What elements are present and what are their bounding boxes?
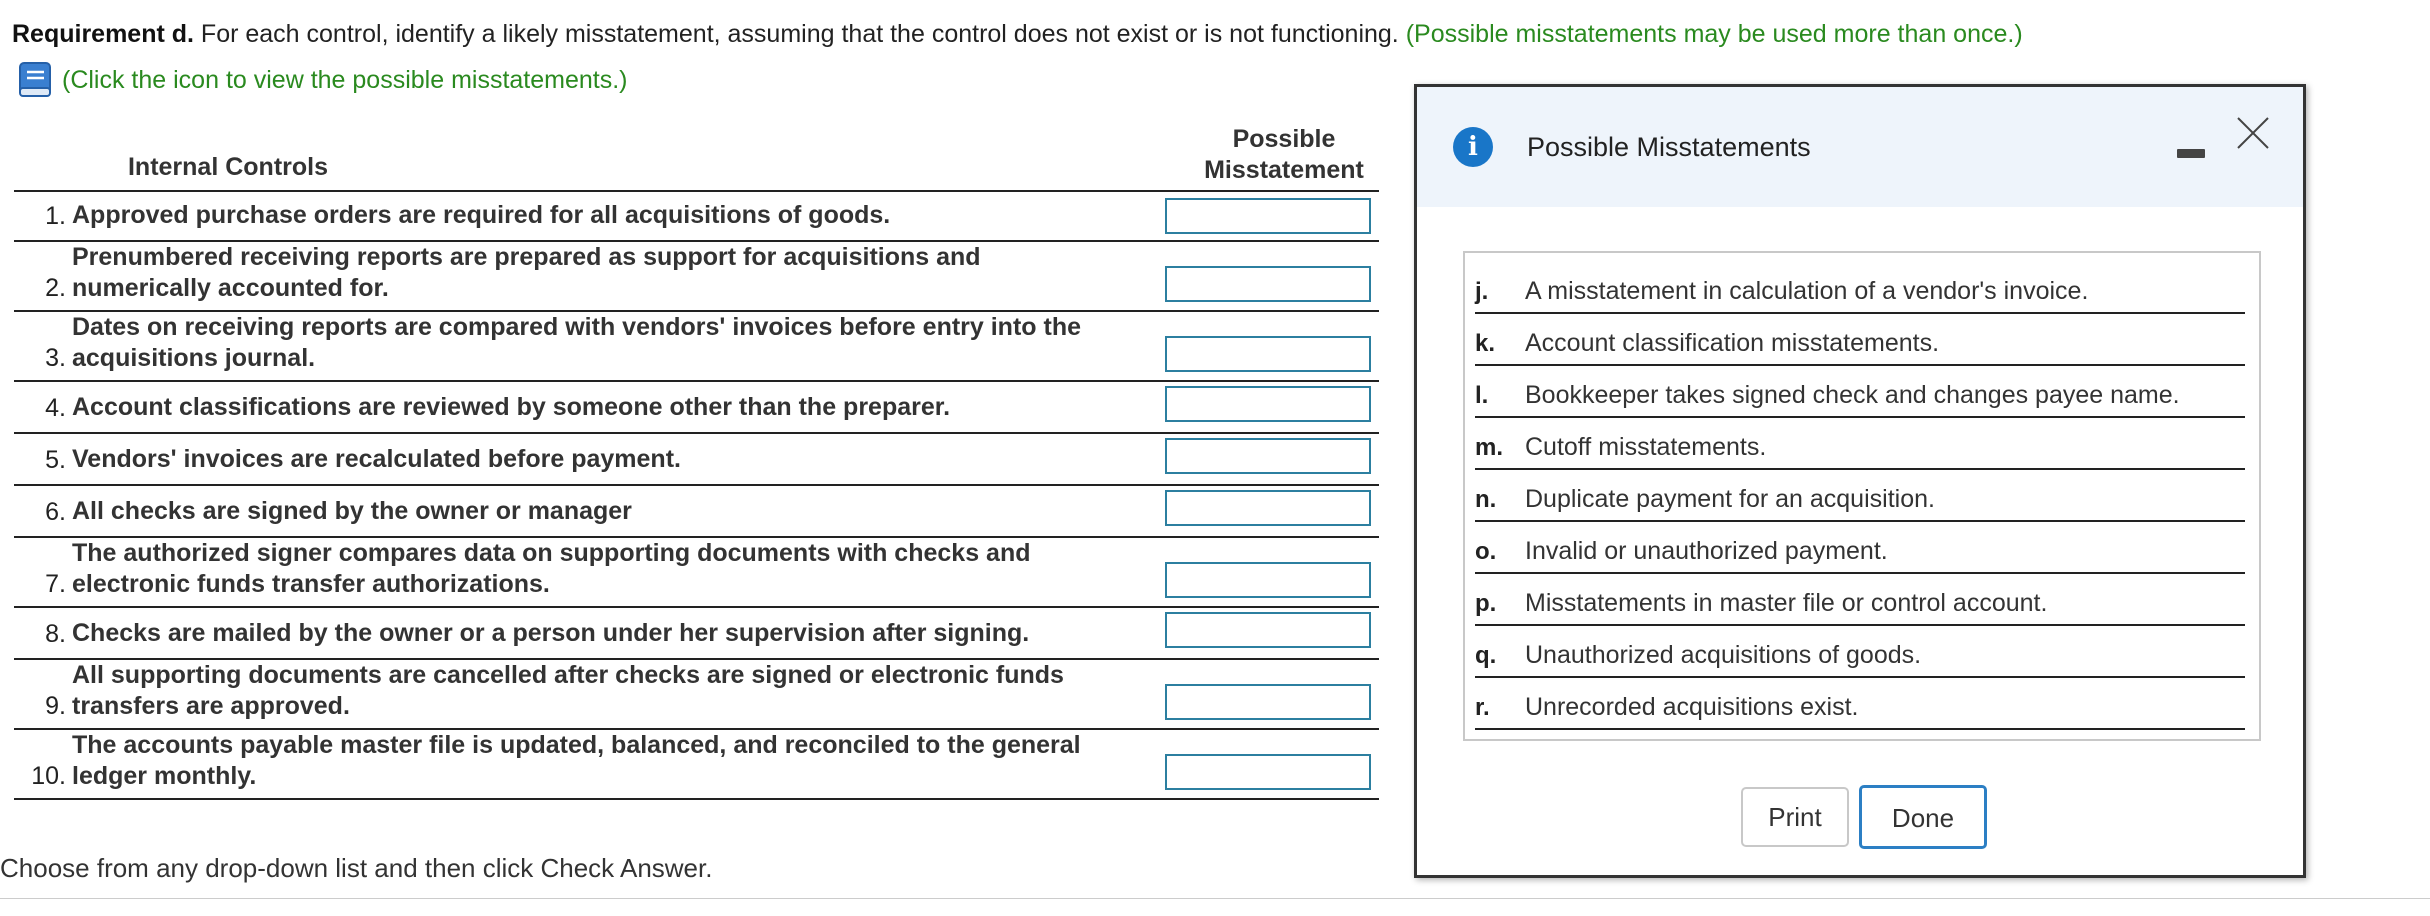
misstatement-select-8[interactable] xyxy=(1165,612,1371,648)
misstatement-select-2[interactable] xyxy=(1165,266,1371,302)
row-number: 5. xyxy=(45,446,66,474)
row-text: Dates on receiving reports are compared with vendors' invoices before entry into the acquisitions journal. xyxy=(72,313,1081,372)
item-text: Unrecorded acquisitions exist. xyxy=(1525,693,1859,721)
misstatement-select-1[interactable] xyxy=(1165,198,1371,234)
row-text: All supporting documents are cancelled after checks are signed or electronic funds transfers are approved. xyxy=(72,661,1064,720)
close-icon[interactable] xyxy=(2235,115,2271,151)
row-number: 9. xyxy=(45,692,66,720)
header-possible-misstatement: Possible Misstatement xyxy=(1204,125,1364,184)
row-text: Checks are mailed by the owner or a person under her supervision after signing. xyxy=(72,619,1030,647)
table-row xyxy=(14,484,1379,538)
dialog-title: Possible Misstatements xyxy=(1527,132,1811,162)
row-number: 7. xyxy=(45,570,66,598)
icon-hint-line xyxy=(14,60,628,100)
item-text: Cutoff misstatements. xyxy=(1525,433,1767,461)
list-item xyxy=(1475,469,2245,522)
dialog-header xyxy=(1417,87,2303,207)
row-text: The authorized signer compares data on supporting documents with checks and electronic funds transfer authorizations. xyxy=(72,539,1031,598)
row-text: The accounts payable master file is updated, balanced, and reconciled to the general ledger monthly. xyxy=(72,731,1081,790)
table-row xyxy=(14,192,1379,242)
table-row xyxy=(14,536,1379,608)
row-number: 1. xyxy=(45,202,66,230)
misstatement-list xyxy=(1463,251,2261,741)
info-icon: i xyxy=(1453,127,1493,167)
item-text: Bookkeeper takes signed check and changes payee name. xyxy=(1525,381,2180,409)
item-text: Duplicate payment for an acquisition. xyxy=(1525,485,1935,513)
list-item xyxy=(1475,313,2245,366)
item-text: Invalid or unauthorized payment. xyxy=(1525,537,1888,565)
row-number: 8. xyxy=(45,620,66,648)
misstatement-select-6[interactable] xyxy=(1165,490,1371,526)
requirement-line xyxy=(12,20,2023,49)
table-row xyxy=(14,658,1379,730)
row-number: 6. xyxy=(45,498,66,526)
list-item xyxy=(1475,573,2245,626)
item-letter: n. xyxy=(1475,486,1497,513)
item-text: Account classification misstatements. xyxy=(1525,329,1940,357)
requirement-note: (Possible misstatements may be used more than once.) xyxy=(1405,20,2023,48)
misstatement-select-3[interactable] xyxy=(1165,336,1371,372)
item-letter: j. xyxy=(1475,278,1489,305)
item-letter: q. xyxy=(1475,642,1497,669)
misstatement-select-10[interactable] xyxy=(1165,754,1371,790)
table-row xyxy=(14,606,1379,660)
table-row xyxy=(14,310,1379,382)
requirement-label: Requirement d. xyxy=(12,20,194,48)
requirement-text: For each control, identify a likely misstatement, assuming that the control does not exist or is not functioning. xyxy=(193,20,1406,48)
possible-misstatements-dialog xyxy=(1414,84,2306,878)
misstatement-select-9[interactable] xyxy=(1165,684,1371,720)
row-text: Vendors' invoices are recalculated before payment. xyxy=(72,445,681,473)
minimize-icon[interactable] xyxy=(2177,139,2205,165)
item-letter: m. xyxy=(1475,434,1504,461)
item-letter: k. xyxy=(1475,330,1496,357)
misstatement-select-4[interactable] xyxy=(1165,386,1371,422)
misstatement-select-7[interactable] xyxy=(1165,562,1371,598)
item-letter: p. xyxy=(1475,590,1497,617)
item-text: Misstatements in master file or control account. xyxy=(1525,589,2048,617)
item-text: A misstatement in calculation of a vendor's invoice. xyxy=(1525,277,2089,305)
row-text: All checks are signed by the owner or manager xyxy=(72,497,632,525)
row-text: Prenumbered receiving reports are prepared as support for acquisitions and numerically accounted for. xyxy=(72,243,981,302)
row-text: Account classifications are reviewed by someone other than the preparer. xyxy=(72,393,951,421)
book-icon[interactable] xyxy=(14,60,56,100)
item-text: Unauthorized acquisitions of goods. xyxy=(1525,641,1922,669)
table-row xyxy=(14,380,1379,434)
list-item xyxy=(1475,677,2245,730)
table-row xyxy=(14,240,1379,312)
row-number: 10. xyxy=(31,762,66,790)
row-number: 2. xyxy=(45,274,66,302)
misstatement-select-5[interactable] xyxy=(1165,438,1371,474)
row-number: 4. xyxy=(45,394,66,422)
icon-hint-text: (Click the icon to view the possible misstatements.) xyxy=(62,65,628,94)
list-item xyxy=(1475,365,2245,418)
table-row xyxy=(14,728,1379,800)
footer-instruction: Choose from any drop-down list and then click Check Answer. xyxy=(0,853,713,883)
bottom-divider xyxy=(0,898,2430,899)
row-text: Approved purchase orders are required for all acquisitions of goods. xyxy=(72,201,891,229)
item-letter: l. xyxy=(1475,382,1489,409)
item-letter: r. xyxy=(1475,694,1490,721)
print-button[interactable]: Print xyxy=(1741,787,1849,847)
list-item xyxy=(1475,417,2245,470)
header-internal-controls: Internal Controls xyxy=(127,153,328,181)
list-item xyxy=(1475,625,2245,678)
item-letter: o. xyxy=(1475,538,1497,565)
done-button[interactable]: Done xyxy=(1859,785,1987,849)
list-item xyxy=(1475,261,2245,314)
list-item xyxy=(1475,521,2245,574)
table-row xyxy=(14,432,1379,486)
row-number: 3. xyxy=(45,344,66,372)
